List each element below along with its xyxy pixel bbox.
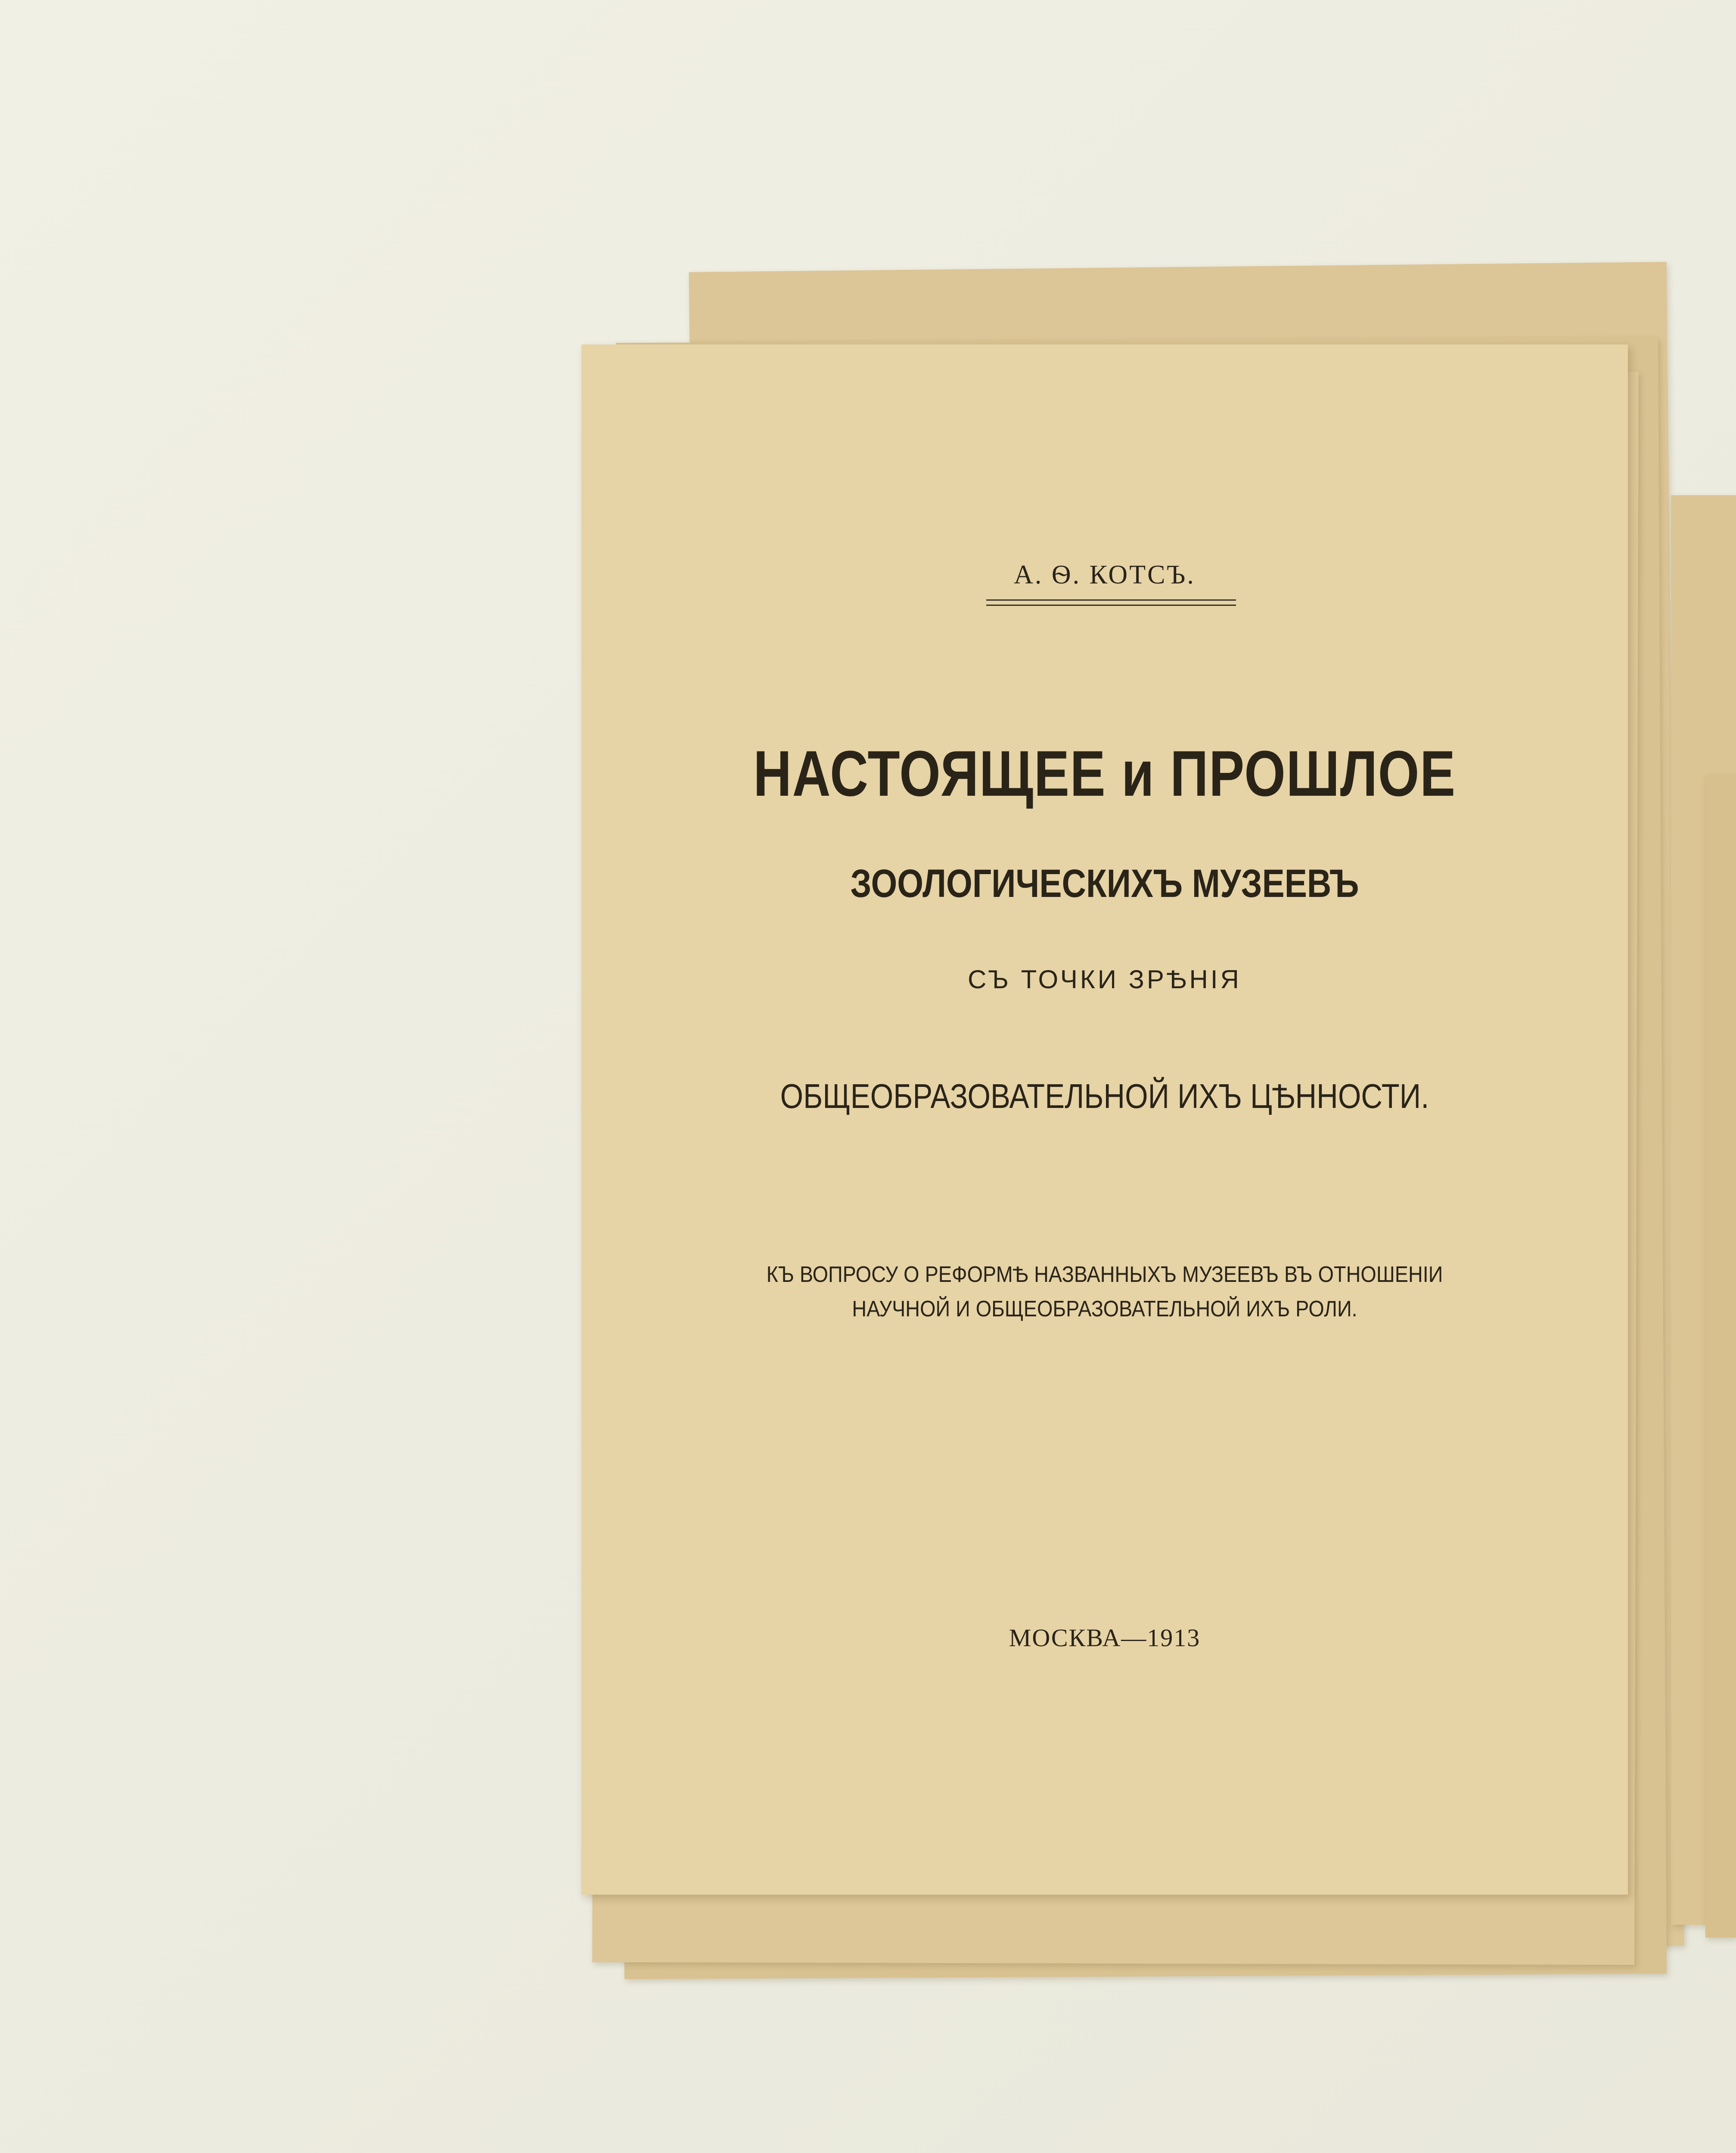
book-subtitle-line-1: ЗООЛОГИЧЕСКИХЪ МУЗЕЕВЪ — [850, 862, 1359, 906]
note-line-2: НАУЧНОЙ И ОБЩЕОБРАЗОВАТЕЛЬНОЙ ИХЪ РОЛИ. — [852, 1297, 1357, 1322]
publication-imprint: МОСКВА—1913 — [1009, 1624, 1201, 1652]
title-page — [581, 344, 1628, 1895]
book-subtitle-line-2: СЪ ТОЧКИ ЗРѢНІЯ — [968, 965, 1242, 994]
author-name: А. Ѳ. КОТСЪ. — [1014, 560, 1196, 589]
author-underline-double — [986, 605, 1236, 606]
note-line-1: КЪ ВОПРОСУ О РЕФОРМѢ НАЗВАННЫХЪ МУЗЕЕВЪ ВЪ ОТНОШЕНІИ — [766, 1262, 1443, 1287]
book-subtitle-line-3: ОБЩЕОБРАЗОВАТЕЛЬНОЙ ИХЪ ЦѢННОСТИ. — [780, 1077, 1429, 1115]
author-underline — [986, 599, 1236, 601]
title-page-text — [581, 344, 1628, 1895]
paper-sheet-right-edge-outer — [1705, 775, 1736, 1938]
book-title: НАСТОЯЩЕЕ и ПРОШЛОЕ — [753, 737, 1456, 810]
